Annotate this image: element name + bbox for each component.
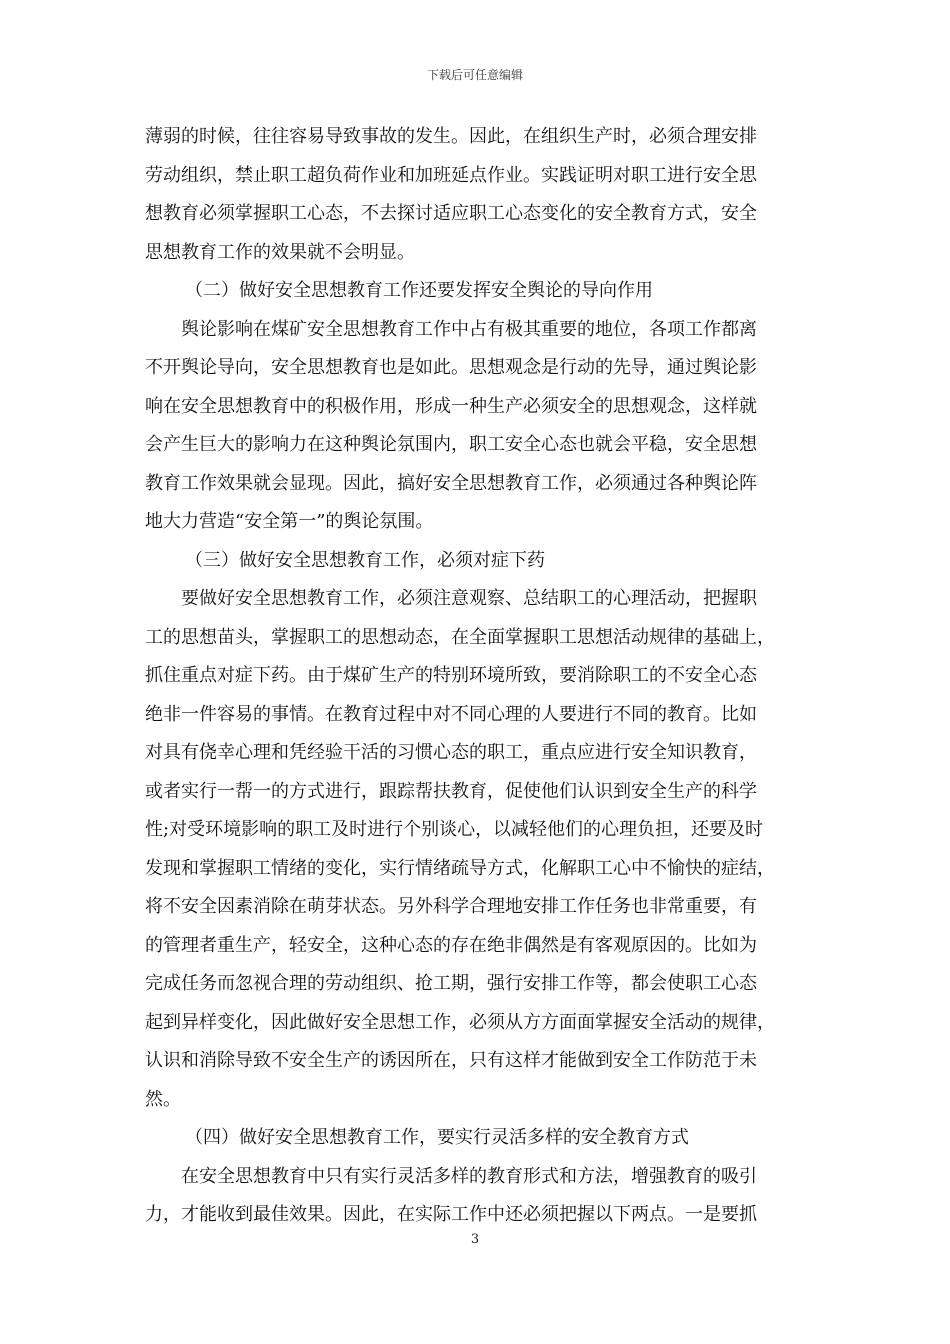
text-line: 会产生巨大的影响力在这种舆论氛围内，职工安全心态也就会平稳，安全思想 (145, 434, 757, 455)
page-number: 3 (470, 1232, 480, 1247)
text-line: 响在安全思想教育中的积极作用，形成一种生产必须安全的思想观念，这样就 (145, 395, 757, 417)
text-line: 舆论影响在煤矿安全思想教育工作中占有极其重要的地位，各项工作都离 (145, 318, 757, 340)
text-line: 完成任务而忽视合理的劳动组织、抢工期，强行安排工作等，都会使职工心态 (145, 973, 757, 994)
text-line: 教育工作效果就会显现。因此，搞好安全思想教育工作，必须通过各种舆论阵 (145, 472, 757, 494)
text-line: 力，才能收到最佳效果。因此，在实际工作中还必须把握以下两点。一是要抓 (145, 1204, 757, 1225)
text-line: 在安全思想教育中只有实行灵活多样的教育形式和方法，增强教育的吸引 (145, 1165, 757, 1187)
text-line: 认识和消除导致不安全生产的诱因所在，只有这样才能做到安全工作防范于未 (145, 1050, 757, 1071)
text-line: 性;对受环境影响的职工及时进行个别谈心，以减轻他们的心理负担，还要及时 (145, 819, 764, 840)
text-line: 想教育必须掌握职工心态，不去探讨适应职工心态变化的安全教育方式，安全 (145, 203, 757, 224)
section-heading-2 (145, 272, 805, 311)
page-header: 下载后可任意编辑 (426, 68, 523, 82)
text-line: 地大力营造“安全第一”的舆论氛围。 (145, 511, 434, 532)
text-line: 发现和掌握职工情绪的变化，实行情绪疏导方式，化解职工心中不愉快的症结， (145, 857, 775, 879)
text-line: 的管理者重生产，轻安全，这种心态的存在绝非偶然是有客观原因的。比如为 (145, 934, 757, 956)
paragraph-conclusion (145, 118, 805, 272)
paragraph-targeted-education (145, 580, 805, 1119)
section-heading-4 (145, 1119, 805, 1158)
text-line: 起到异样变化，因此做好安全思想工作，必须从方方面面掌握安全活动的规律， (145, 1011, 775, 1033)
text-line: 思想教育工作的效果就不会明显。 (145, 241, 415, 263)
text-line: 将不安全因素消除在萌芽状态。另外科学合理地安排工作任务也非常重要，有 (145, 896, 757, 917)
text-line: 抓住重点对症下药。由于煤矿生产的特别环境所致，要消除职工的不安全心态 (145, 665, 757, 686)
paragraph-flexible-methods (145, 1158, 805, 1235)
text-line: 不开舆论导向，安全思想教育也是如此。思想观念是行动的先导，通过舆论影 (145, 357, 757, 378)
section-heading-3 (145, 542, 805, 581)
text-line: 薄弱的时候，往往容易导致事故的发生。因此，在组织生产时，必须合理安排 (145, 126, 757, 147)
document-body (145, 118, 805, 1235)
heading-text: （二）做好安全思想教育工作还要发挥安全舆论的导向作用 (185, 280, 653, 301)
heading-text: （四）做好安全思想教育工作，要实行灵活多样的安全教育方式 (185, 1127, 689, 1148)
paragraph-public-opinion (145, 311, 805, 542)
text-line: 对具有侥幸心理和凭经验干活的习惯心态的职工，重点应进行安全知识教育， (145, 742, 757, 763)
text-line: 或者实行一帮一的方式进行，跟踪帮扶教育，促使他们认识到安全生产的科学 (145, 780, 757, 802)
text-line: 劳动组织，禁止职工超负荷作业和加班延点作业。实践证明对职工进行安全思 (145, 164, 757, 186)
text-line: 工的思想苗头，掌握职工的思想动态，在全面掌握职工思想活动规律的基础上， (145, 626, 775, 648)
text-line: 绝非一件容易的事情。在教育过程中对不同心理的人要进行不同的教育。比如 (145, 703, 757, 725)
text-line: 然。 (145, 1088, 181, 1110)
heading-text: （三）做好安全思想教育工作，必须对症下药 (185, 549, 545, 571)
text-line: 要做好安全思想教育工作，必须注意观察、总结职工的心理活动，把握职 (145, 588, 757, 609)
